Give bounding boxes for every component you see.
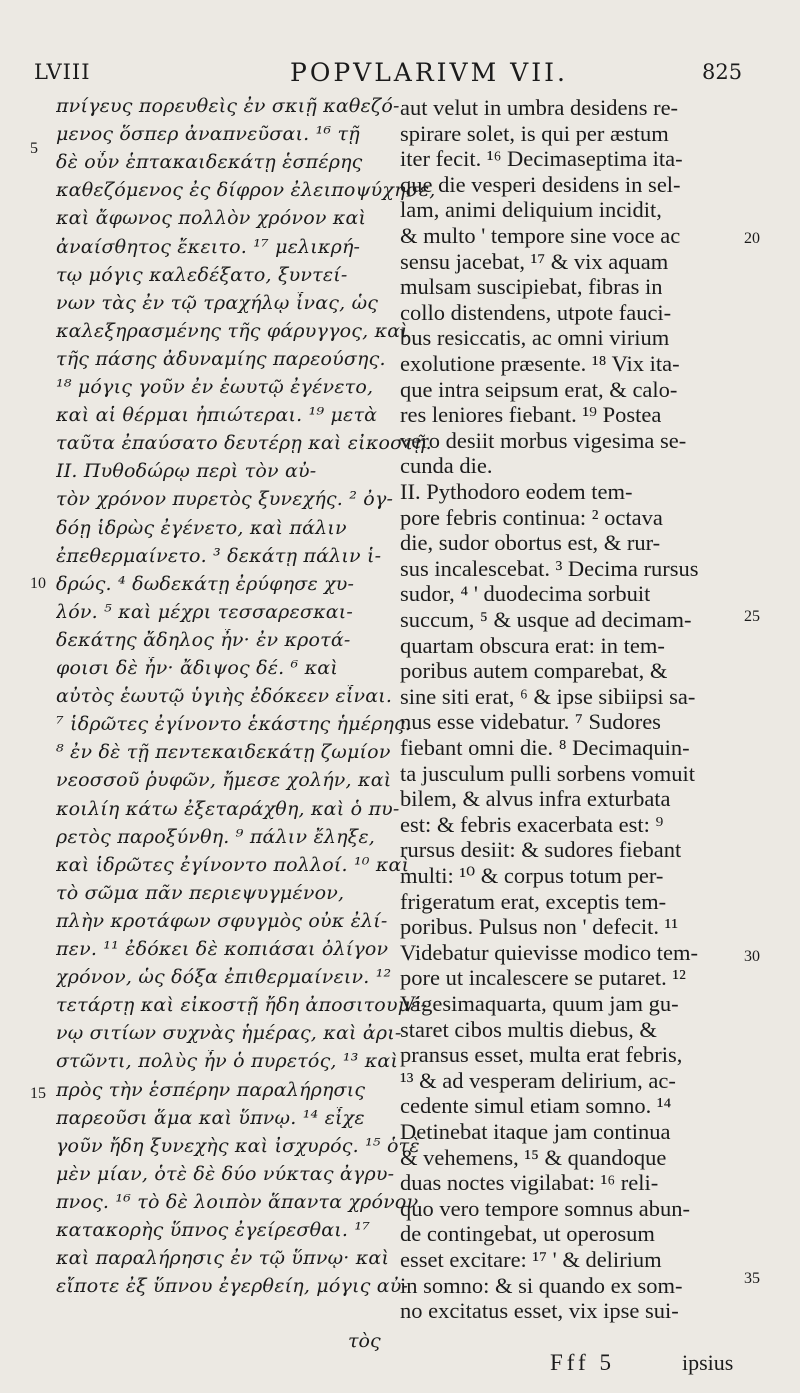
text-line: ἐπεθερμαίνετο. ³ δεκάτῃ πάλιν ἱ- [56, 544, 382, 567]
text-line: ¹⁸ μόγις γοῦν ἐν ἑωυτῷ ἐγένετο, [56, 376, 374, 398]
header-left-marker: LVIII [34, 60, 91, 84]
text-line: spirare solet, is qui per æstum [400, 120, 669, 146]
text-line: sus incalescebat. ³ Decima rursus [400, 555, 699, 581]
line-number-right: 30 [744, 948, 760, 965]
text-line: νεοσσοῦ ῥυφῶν, ἤμεσε χολήν, καὶ [56, 769, 392, 792]
text-line: ρετὸς παροξύνθη. ⁹ πάλιν ἔληξε, [56, 825, 375, 848]
text-line: cedente simul etiam somno. ¹⁴ [400, 1093, 672, 1119]
text-line: fiebant omni die. ⁸ Decimaquin- [400, 735, 690, 760]
text-line: aut velut in umbra desidens re- [400, 95, 679, 120]
text-line: & multo ' tempore sine voce ac [400, 223, 681, 248]
page-number: 825 [702, 60, 743, 84]
text-line: vero desiit morbus vigesima se- [400, 427, 687, 453]
text-line: καθεζόμενος ἐς δίφρον ἐλειποψύχησε, [56, 179, 436, 202]
text-line: δρώς. ⁴ δωδεκάτῃ ἐρύφησε χυ- [56, 572, 355, 595]
text-line: καὶ παραλήρησις ἐν τῷ ὕπνῳ· καὶ [56, 1247, 390, 1270]
text-line: γοῦν ἤδη ξυνεχὴς καὶ ἰσχυρός. ¹⁵ ὁτὲ [56, 1134, 420, 1157]
text-line: χρόνον, ὡς δόξα ἐπιθερμαίνειν. ¹² [56, 966, 392, 989]
text-line: no excitatus esset, vix ipse sui- [400, 1298, 679, 1324]
text-line: lam, animi deliquium incidit, [400, 197, 662, 223]
text-line: in somno: & si quando ex som- [400, 1272, 683, 1298]
text-line: sudor, ⁴ ' duodecima sorbuit [400, 581, 651, 607]
text-line: πεν. ¹¹ ἐδόκει δὲ κοπιάσαι ὀλίγον [56, 938, 389, 960]
text-line: ἀναίσθητος ἔκειτο. ¹⁷ μελικρή- [56, 235, 361, 258]
text-line: τὸ σῶμα πᾶν περιεψυγμένον, [56, 881, 345, 904]
text-line: μὲν μίαν, ὁτὲ δὲ δύο νύκτας ἀγρυ- [56, 1162, 395, 1185]
text-line: τῆς πάσης ἀδυναμίης παρεούσης. [56, 347, 386, 370]
text-line: quo vero tempore somnus abun- [400, 1195, 690, 1221]
text-line: die, sudor obortus est, & rur- [400, 530, 661, 556]
text-line: καλεξηρασμένης τῆς φάρυγγος, καὶ [56, 319, 408, 342]
text-line: νων τὰς ἐν τῷ τραχήλῳ ἶνας, ὡς [56, 291, 379, 314]
text-line: duas noctes vigilabat: ¹⁶ reli- [400, 1170, 659, 1196]
text-line: & vehemens, ¹⁵ & quandoque [400, 1144, 667, 1170]
text-line: est: & febris exacerbata est: ⁹ [400, 811, 664, 837]
text-line: que die vesperi desidens in sel- [400, 171, 681, 197]
text-line: τὸν χρόνον πυρετὸς ξυνεχής. ² ὀγ- [56, 488, 394, 511]
signature-mark: Fff 5 [550, 1350, 615, 1375]
text-line: εἴποτε ἐξ ὕπνου ἐγερθείη, μόγις αὐ- [56, 1275, 409, 1298]
text-line: καὶ αἱ θέρμαι ἠπιώτεραι. ¹⁹ μετὰ [56, 404, 378, 427]
text-line: δόῃ ἱδρὼς ἐγένετο, καὶ πάλιν [56, 516, 347, 539]
text-line: μενος ὅσπερ ἀναπνεῦσαι. ¹⁶ τῇ [56, 123, 360, 146]
text-line: staret cibos multis diebus, & [400, 1016, 657, 1042]
text-line: esset excitare: ¹⁷ ' & delirium [400, 1247, 662, 1272]
text-line: poribus. Pulsus non ' defecit. ¹¹ [400, 914, 679, 940]
text-line: res leniores fiebant. ¹⁹ Postea [400, 402, 662, 428]
text-line: ⁷ ἱδρῶτες ἐγίνοντο ἑκάστης ἡμέρης. [56, 713, 412, 736]
text-line: iter fecit. ¹⁶ Decimaseptima ita- [400, 146, 683, 172]
text-line: quartam obscura erat: in tem- [400, 632, 665, 658]
text-line: de contingebat, ut operosum [400, 1221, 655, 1247]
text-line: cunda die. [400, 453, 493, 479]
text-line: bilem, & alvus infra exturbata [400, 786, 671, 812]
text-line: bus resiccatis, ac omni virium [400, 325, 670, 351]
text-line: στῶντι, πολὺς ἦν ὁ πυρετός, ¹³ καὶ [56, 1050, 399, 1073]
text-line: πνίγευς πορευθεὶς ἐν σκιῇ καθεζό- [56, 95, 400, 117]
text-line: II. Pythodoro eodem tem- [400, 479, 633, 504]
text-line: sine siti erat, ⁶ & ipse sibiipsi sa- [400, 683, 696, 709]
greek-catchword: τὸς [348, 1330, 381, 1352]
text-line: δεκάτης ἄδηλος ἦν· ἐν κροτά- [56, 628, 351, 651]
text-line: λόν. ⁵ καὶ μέχρι τεσσαρεσκαι- [56, 600, 354, 623]
text-line: multi: ¹⁰ & corpus totum per- [400, 863, 664, 888]
text-line: sensu jacebat, ¹⁷ & vix aquam [400, 248, 669, 274]
text-line: κοιλίη κάτω ἐξεταράχθη, καὶ ὁ πυ- [56, 797, 400, 820]
text-line: nus esse videbatur. ⁷ Sudores [400, 709, 661, 735]
line-number-left: 5 [30, 140, 38, 157]
text-line: τετάρτῃ καὶ εἰκοστῇ ἤδη ἀποσιτουμέ- [56, 994, 428, 1017]
catchword: ipsius [682, 1350, 734, 1375]
line-number-left: 10 [30, 575, 46, 592]
text-line: Videbatur quievisse modico tem- [400, 939, 698, 965]
line-number-right: 35 [744, 1270, 760, 1287]
running-header [0, 58, 800, 92]
line-number-right: 25 [744, 608, 760, 625]
text-line: frigeratum erat, exceptis tem- [400, 888, 667, 914]
text-line: φοισι δὲ ἦν· ἄδιψος δέ. ⁶ καὶ [56, 657, 338, 679]
text-line: τῳ μόγις καλεδέξατο, ξυντεί- [56, 263, 348, 286]
text-line: ta jusculum pulli sorbens vomuit [400, 760, 695, 786]
line-number-left: 15 [30, 1085, 46, 1102]
text-line: mulsam suscipiebat, fibras in [400, 274, 663, 300]
text-line: πρὸς τὴν ἑσπέρην παραλήρησις [56, 1078, 366, 1101]
text-line: exolutione præsente. ¹⁸ Vix ita- [400, 351, 680, 376]
text-line: δὲ οὖν ἑπτακαιδεκάτῃ ἑσπέρης [56, 151, 363, 174]
text-line: Vigesimaquarta, quum jam gu- [400, 991, 679, 1016]
text-line: collo distendens, utpote fauci- [400, 299, 672, 325]
text-line: ⁸ ἐν δὲ τῇ πεντεκαιδεκάτῃ ζωμίον [56, 741, 391, 764]
text-line: πλὴν κροτάφων σφυγμὸς οὐκ ἐλί- [56, 909, 388, 932]
text-line: pore febris continua: ² octava [400, 504, 663, 530]
text-line: pore ut incalescere se putaret. ¹² [400, 965, 686, 991]
header-title: POPVLARIVM VII. [290, 58, 568, 87]
text-line: poribus autem comparebat, & [400, 658, 668, 684]
text-line: que intra seipsum erat, & calo- [400, 376, 678, 402]
text-line: καὶ ἄφωνος πολλὸν χρόνον καὶ [56, 207, 367, 230]
text-line: καὶ ἱδρῶτες ἐγίνοντο πολλοί. ¹⁰ καὶ [56, 853, 410, 876]
text-line: Detinebat itaque jam continua [400, 1119, 671, 1144]
line-number-right: 20 [744, 230, 760, 247]
text-line: ΙΙ. Πυθοδώρῳ περὶ τὸν αὐ- [56, 460, 317, 483]
text-line: rursus desiit: & sudores fiebant [400, 837, 682, 863]
text-line: αὐτὸς ἑωυτῷ ὑγιὴς ἐδόκεεν εἶναι. [56, 685, 393, 708]
text-line: κατακορὴς ὕπνος ἐγείρεσθαι. ¹⁷ [56, 1219, 371, 1241]
text-line: succum, ⁵ & usque ad decimam- [400, 607, 692, 632]
text-line: νῳ σιτίων συχνὰς ἡμέρας, καὶ ἀρι- [56, 1022, 402, 1045]
text-line: ¹³ & ad vesperam delirium, ac- [400, 1067, 676, 1093]
text-line: πνος. ¹⁶ τὸ δὲ λοιπὸν ἅπαντα χρόνον [56, 1190, 419, 1213]
text-line: pransus esset, multa erat febris, [400, 1042, 683, 1068]
text-line: ταῦτα ἐπαύσατο δευτέρῃ καὶ εἰκοστῇ. [56, 432, 432, 455]
text-line: παρεοῦσι ἅμα καὶ ὕπνῳ. ¹⁴ εἶχε [56, 1106, 365, 1129]
